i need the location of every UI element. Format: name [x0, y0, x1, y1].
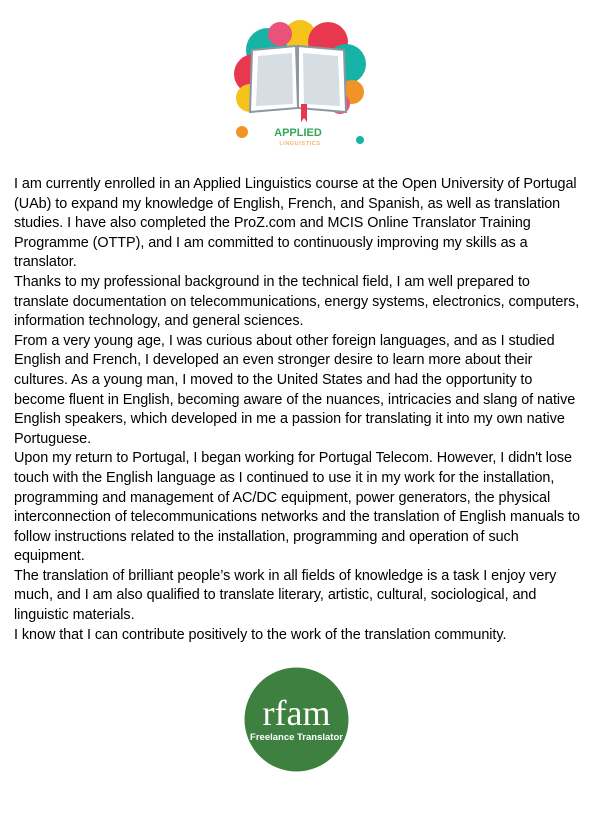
applied-linguistics-logo: [228, 12, 368, 150]
rfam-monogram: rfam: [262, 693, 331, 733]
logo-text-linguistics: LINGUISTICS: [279, 141, 321, 147]
rfam-logo: [244, 667, 349, 772]
paragraph-portugal-telecom: Upon my return to Portugal, I began working for Portugal Telecom. However, I didn't lose touch with the English language as I continued to use it in my work for the installation, programming and management of AC/DC equipment, power generators, the physical interconnection of telecommunications networks and the translation of English manuals to follow instructions related to the installation, programming and operation of such equipment.: [14, 450, 580, 565]
book-right-inner: [303, 53, 340, 106]
open-book-icon: [228, 12, 368, 150]
paragraph-technical-background: Thanks to my professional background in the technical field, I am well prepared to translate documentation on telecommunications, energy systems, electronics, computers, information technology, and general sciences.: [14, 273, 580, 330]
paragraph-education: I am currently enrolled in an Applied Linguistics course at the Open University of Portugal (UAb) to expand my knowledge of English, French, and Spanish, as well as translation studies. I have also completed the ProZ.com and MCIS Online Translator Training Programme (OTTP), and I am committed to continuously improving my skills as a translator.: [14, 176, 577, 271]
logo-dot: [236, 126, 248, 138]
book-left-inner: [256, 53, 293, 106]
paragraph-literary-translation: The translation of brilliant people’s work in all fields of knowledge is a task I enjoy very much, and I am also qualified to translate literary, artistic, cultural, sociological, and linguistic materials.: [14, 567, 557, 624]
about-text: [14, 175, 580, 645]
paragraph-languages-history: From a very young age, I was curious about other foreign languages, and as I studied English and French, I developed an even stronger desire to learn more about their cultures. As a young man, I moved to the United States and had the opportunity to become fluent in English, becoming aware of the nuances, intricacies and slang of native English speakers, which developed in me a passion for translating it into my own native Portuguese.: [14, 332, 576, 447]
bookmark-ribbon: [301, 104, 307, 122]
paragraph-closing: I know that I can contribute positively to the work of the translation community.: [14, 626, 507, 643]
logo-text-applied: APPLIED: [274, 127, 322, 139]
logo-dot: [356, 136, 364, 144]
rfam-tagline: Freelance Translator: [250, 732, 343, 743]
logo-bubble: [268, 22, 292, 46]
